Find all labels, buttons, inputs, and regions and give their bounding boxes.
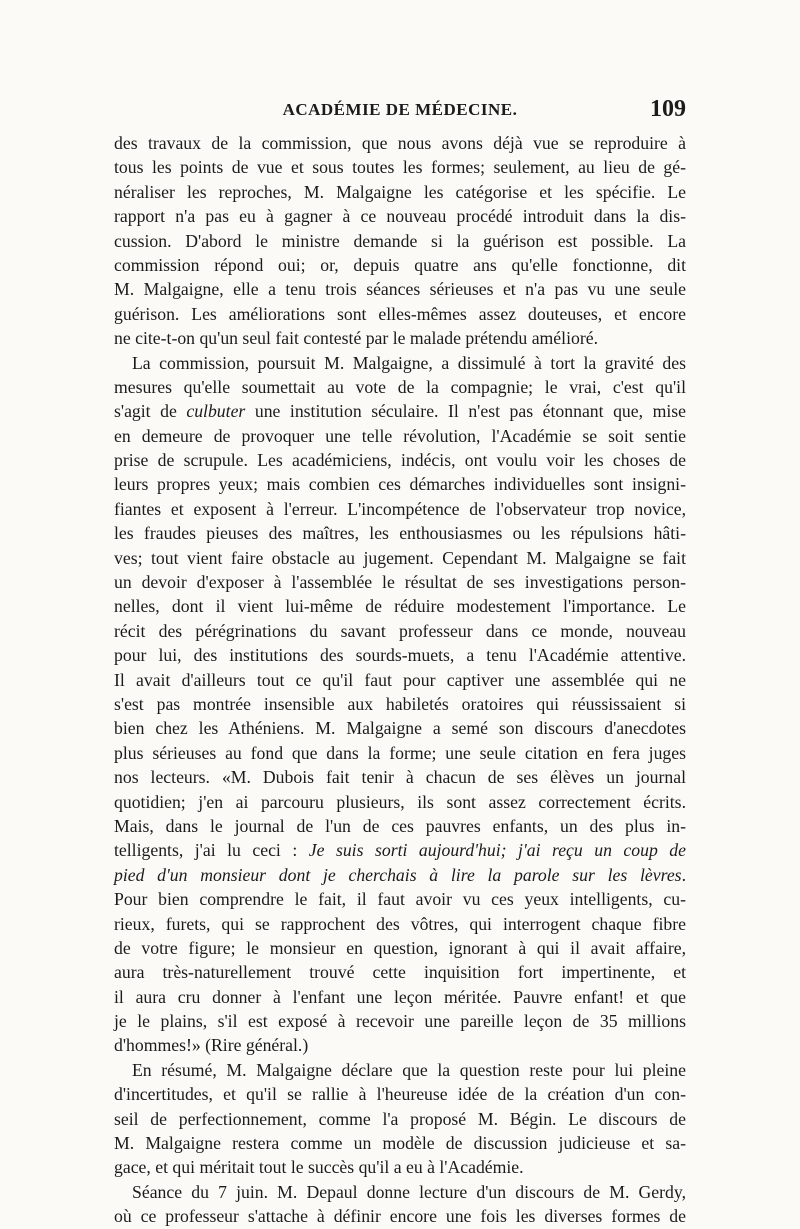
italic-quote: culbuter [186, 401, 246, 422]
running-title: ACADÉMIE DE MÉDECINE. [282, 100, 518, 119]
text-line: ves; tout vient faire obstacle au jugement. Cependant M. Malgaigne se fait [114, 547, 686, 568]
text-line: cussion. D'abord le ministre demande si la guérison est possible. La [114, 230, 686, 251]
italic-quote: pied d'un monsieur dont je cherchais à lire la parole sur les lèvres [114, 864, 682, 885]
text-line: pour lui, des institutions des sourds-muets, a tenu l'Académie attentive. [114, 645, 686, 666]
text-line: gace, et qui méritait tout le succès qu'il a eu à l'Académie. [114, 1157, 524, 1178]
text-line: Séance du 7 juin. M. Depaul donne lecture d'un discours de M. Gerdy, [132, 1181, 686, 1202]
text-line: seil de perfectionnement, comme l'a proposé M. Bégin. Le discours de [114, 1108, 686, 1129]
text-line: nos lecteurs. «M. Dubois fait tenir à chacun de ses élèves un journal [114, 767, 686, 788]
text-line: de votre figure; le monsieur en question, ignorant à qui il avait affaire, [114, 937, 686, 958]
text-line: mesures qu'elle soumettait au vote de la compagnie; le vrai, c'est qu'il [114, 376, 686, 397]
text-line: je le plains, s'il est exposé à recevoir une pareille leçon de 35 millions [114, 1011, 686, 1032]
text-line: nelles, dont il vient lui-même de réduire modestement l'importance. Le [114, 596, 686, 617]
text-line: M. Malgaigne, elle a tenu trois séances sérieuses et n'a pas vu une seule [114, 279, 686, 300]
text-line: en demeure de provoquer une telle révolution, l'Académie se soit sentie [114, 425, 686, 446]
text-line: s'est pas montrée insensible aux habiletés oratoires qui réussissaient si [114, 693, 686, 714]
text-line: Pour bien comprendre le fait, il faut avoir vu ces yeux intelligents, cu- [114, 889, 686, 910]
italic-quote: Je suis sorti aujourd'hui; j'ai reçu un coup de [308, 840, 686, 861]
line-fragment: s'agit de [114, 401, 187, 422]
body-text [114, 131, 686, 1229]
text-line: ne cite-t-on qu'un seul fait contesté par le malade prétendu amélioré. [114, 328, 598, 349]
text-line: leurs propres yeux; mais combien ces démarches individuelles sont insigni- [114, 474, 686, 495]
text-line: un devoir d'exposer à l'assemblée le résultat de ses investigations person- [114, 572, 686, 593]
text-line: quotidien; j'en ai parcouru plusieurs, ils sont assez correctement écrits. [114, 791, 686, 812]
page-number: 109 [650, 96, 686, 122]
text-line: il aura cru donner à l'enfant une leçon méritée. Pauvre enfant! et que [114, 986, 686, 1007]
text-line: où ce professeur s'attache à définir encore une fois les diverses formes de [114, 1206, 686, 1227]
text-line: aura très-naturellement trouvé cette inquisition fort impertinente, et [114, 962, 686, 983]
text-line: récit des pérégrinations du savant professeur dans ce monde, nouveau [114, 620, 686, 641]
text-line: d'incertitudes, et qu'il se rallie à l'heureuse idée de la création d'un con- [114, 1084, 686, 1105]
text-line: La commission, poursuit M. Malgaigne, a dissimulé à tort la gravité des [132, 352, 686, 373]
text-line: d'hommes!» (Rire général.) [114, 1035, 309, 1056]
text-line: tous les points de vue et sous toutes les formes; seulement, au lieu de gé- [114, 157, 686, 178]
text-line: des travaux de la commission, que nous avons déjà vue se reproduire à [114, 133, 686, 153]
text-line [114, 399, 686, 423]
text-line: plus sérieuses au fond que dans la forme; une seule citation en fera juges [114, 742, 686, 763]
text-line: M. Malgaigne restera comme un modèle de discussion judicieuse et sa- [114, 1133, 686, 1154]
line-fragment: telligents, j'ai lu ceci : [114, 840, 309, 861]
text-line: bien chez les Athéniens. M. Malgaigne a semé son discours d'anecdotes [114, 718, 686, 739]
running-head [114, 96, 686, 130]
text-line: commission répond oui; or, depuis quatre ans qu'elle fonctionne, dit [114, 254, 686, 275]
text-line: les fraudes pieuses des maîtres, les enthousiasmes ou les répulsions hâti- [114, 523, 686, 544]
text-line: prise de scrupule. Les académiciens, indécis, ont voulu voir les choses de [114, 450, 686, 471]
text-line [114, 838, 686, 862]
text-line: Mais, dans le journal de l'un de ces pauvres enfants, un des plus in- [114, 815, 686, 836]
text-line: Il avait d'ailleurs tout ce qu'il faut pour captiver une assemblée qui ne [114, 669, 686, 690]
line-fragment: une institution séculaire. Il n'est pas étonnant que, mise [245, 401, 686, 422]
text-line: En résumé, M. Malgaigne déclare que la question reste pour lui pleine [132, 1059, 686, 1080]
text-line: néraliser les reproches, M. Malgaigne les catégorise et les spécifie. Le [114, 181, 686, 202]
line-fragment: . [681, 864, 686, 885]
text-line: fiantes et exposent à l'erreur. L'incompétence de l'observateur trop novice, [114, 498, 686, 519]
text-line: guérison. Les améliorations sont elles-mêmes assez douteuses, et encore [114, 303, 686, 324]
text-line [114, 863, 686, 887]
text-line: rieux, furets, qui se rapprochent des vôtres, qui interrogent chaque fibre [114, 913, 686, 934]
text-line: rapport n'a pas eu à gagner à ce nouveau procédé introduit dans la dis- [114, 206, 686, 227]
